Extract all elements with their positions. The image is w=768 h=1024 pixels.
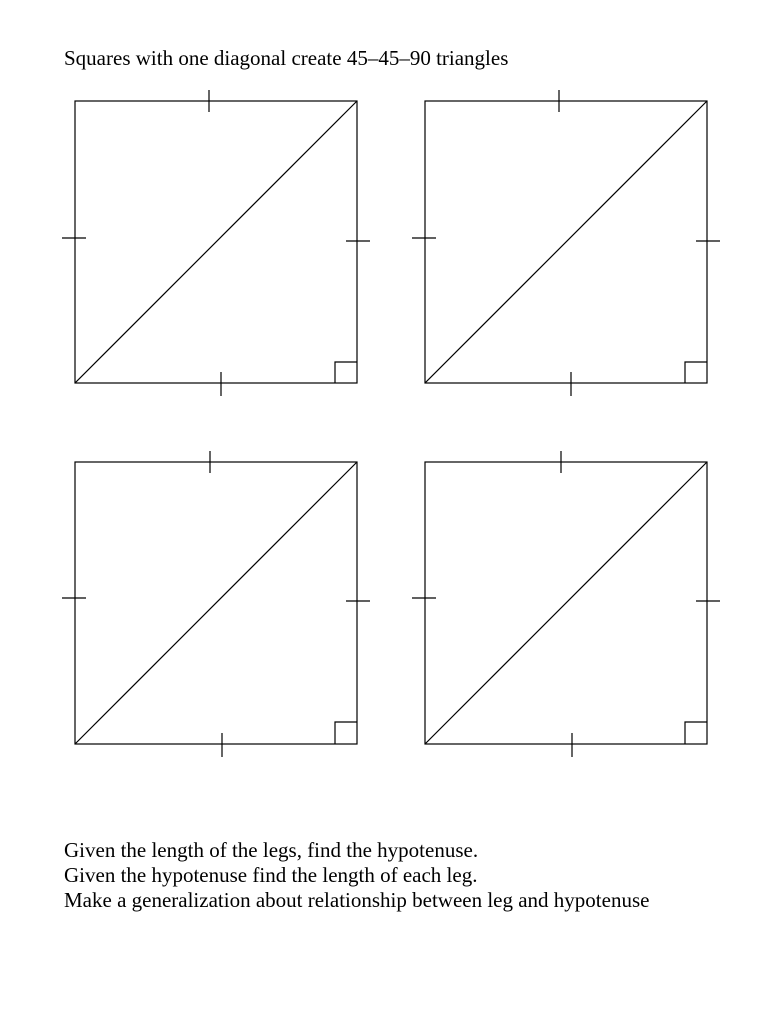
square-diagram-3 xyxy=(62,451,370,757)
instruction-list xyxy=(64,838,649,913)
diagonal-hypotenuse xyxy=(75,462,357,744)
instruction-line-3: Make a generalization about relationship between leg and hypotenuse xyxy=(64,888,650,912)
square-diagram-4 xyxy=(412,451,720,757)
square-diagram-2 xyxy=(412,90,720,396)
diagonal-hypotenuse xyxy=(425,101,707,383)
right-angle-marker xyxy=(335,362,357,383)
page-title: Squares with one diagonal create 45–45–90 triangles xyxy=(64,46,509,70)
right-angle-marker xyxy=(685,362,707,383)
instruction-line-2: Given the hypotenuse find the length of each leg. xyxy=(64,863,478,887)
diagonal-hypotenuse xyxy=(425,462,707,744)
instruction-line-1: Given the length of the legs, find the hypotenuse. xyxy=(64,838,479,862)
square-diagram-1 xyxy=(62,90,370,396)
right-angle-marker xyxy=(685,722,707,744)
right-angle-marker xyxy=(335,722,357,744)
diagonal-hypotenuse xyxy=(75,101,357,383)
